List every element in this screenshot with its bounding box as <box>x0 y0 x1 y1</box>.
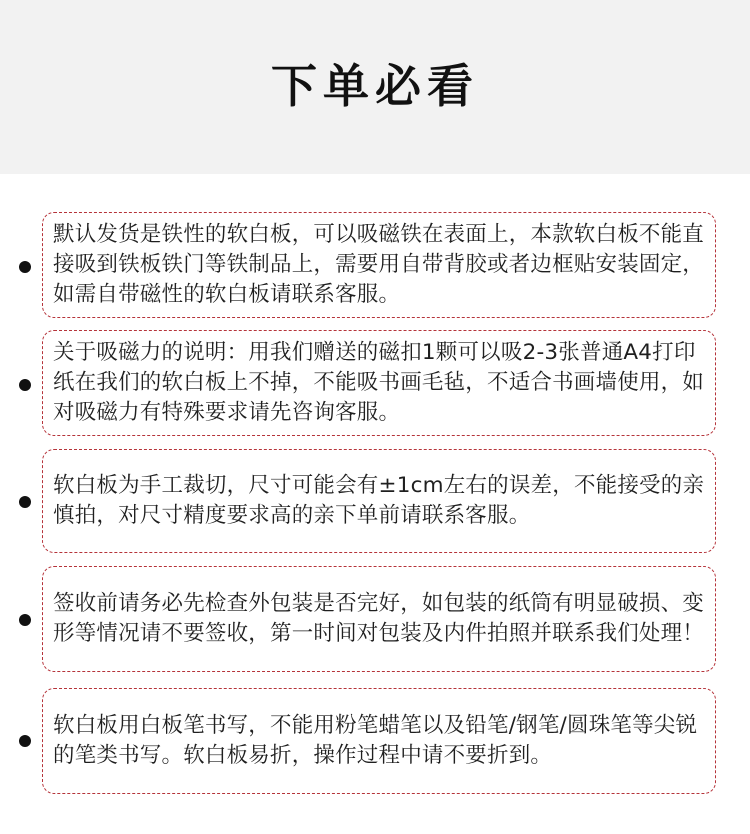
notice-text: 软白板为手工裁切，尺寸可能会有±1cm左右的误差，不能接受的亲慎拍，对尺寸精度要求高的亲下单前请联系客服。 <box>53 473 705 528</box>
notice-box <box>42 449 716 553</box>
notice-box <box>42 688 716 794</box>
notice-text: 软白板用白板笔书写，不能用粉笔蜡笔以及铅笔/钢笔/圆珠笔等尖锐的笔类书写。软白板易折，操作过程中请不要折到。 <box>53 713 698 768</box>
notice-text: 默认发货是铁性的软白板，可以吸磁铁在表面上，本款软白板不能直接吸到铁板铁门等铁制品上，需要用自带背胶或者边框贴安装固定，如需自带磁性的软白板请联系客服。 <box>53 222 705 307</box>
bullet-dot <box>19 261 31 273</box>
notice-box <box>42 330 716 436</box>
notice-box <box>42 212 716 318</box>
notice-box <box>42 566 716 672</box>
header-banner <box>0 0 750 174</box>
notice-text: 签收前请务必先检查外包装是否完好，如包装的纸筒有明显破损、变形等情况请不要签收，第一时间对包装及内件拍照并联系我们处理！ <box>53 591 705 646</box>
bullet-dot <box>19 496 31 508</box>
bullet-dot <box>19 379 31 391</box>
page-title: 下单必看 <box>271 59 479 113</box>
notice-text: 关于吸磁力的说明：用我们赠送的磁扣1颗可以吸2-3张普通A4打印纸在我们的软白板上不掉，不能吸书画毛毡，不适合书画墙使用，如对吸磁力有特殊要求请先咨询客服。 <box>53 340 705 425</box>
bullet-dot <box>19 735 31 747</box>
bullet-dot <box>19 614 31 626</box>
